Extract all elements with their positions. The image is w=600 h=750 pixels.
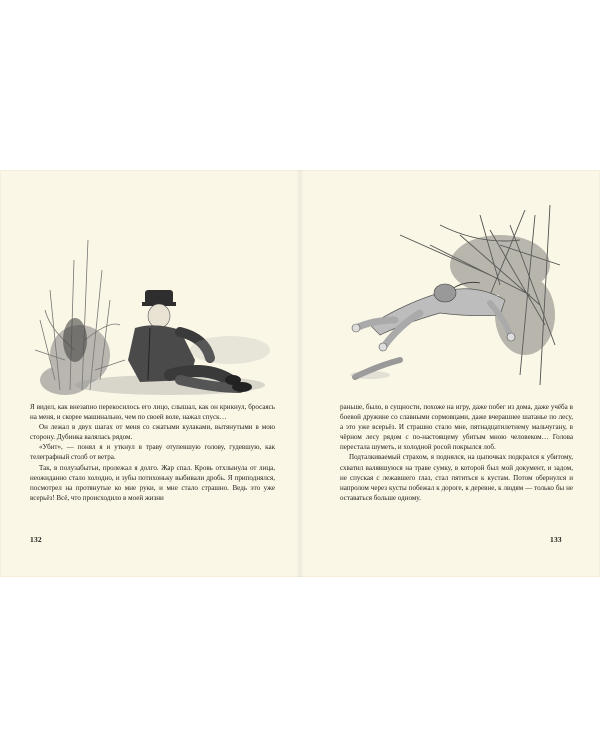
right-page <box>300 170 600 577</box>
paragraph: Я видел, как внезапно перекосилось его лицо, слышал, как он крикнул, бросаясь на меня, и скорее машинально, чем по своей воле, нажал спуск… <box>30 403 275 422</box>
page-number: 132 <box>30 535 42 544</box>
left-page <box>0 170 300 577</box>
book-spread <box>0 170 600 577</box>
paragraph: «Убит», — понял я и уткнул в траву отупевшую голову, гудевшую, как телеграфный столб от ветра. <box>30 443 275 462</box>
paragraph: Подталкиваемый страхом, я поднялся, на цыпочках подкрался к убитому, схватил валявшуюся на траве сумку, в которой был мой документ, и задом, не спуская с лежавшего глаз, стал пятиться к кустам. Потом обернулся и напролом через кусты побежал к дороге, к деревне, к людям — только бы не оставаться больше одному. <box>340 453 573 502</box>
left-page-text <box>30 402 275 503</box>
illustration-fallen-man <box>340 205 565 390</box>
page-number: 133 <box>550 535 562 544</box>
paragraph: Он лежал в двух шагах от меня со сжатыми кулаками, вытянутыми в мою сторону. Дубинка валялась рядом. <box>30 423 275 442</box>
paragraph: раньше, было, в сущности, похоже на игру, даже побег из дома, даже учёба в боевой дружине со славными сормовцами, даже вчерашнее шатанье по лесу, а это уже всерьёз. И страшно стало мне, пятнадцатилетнему мальчугану, в чёрном лесу рядом с по-настоящему убитым мною человеком… Голова перестала шуметь, и холодной росой покрылся лоб. <box>340 403 573 452</box>
paragraph: Так, в полузабытьи, пролежал я долго. Жар спал. Кровь отхлынула от лица, неожиданно стало холодно, и зубы потихоньку выбивали дробь. Я приподнялся, посмотрел на протянутые ко мне руки, и мне стало страшно. Ведь это уже всерьёз! Всё, что происходило в моей жизни <box>30 463 275 502</box>
illustration-boy-sitting <box>30 230 270 400</box>
right-page-text <box>340 402 573 503</box>
